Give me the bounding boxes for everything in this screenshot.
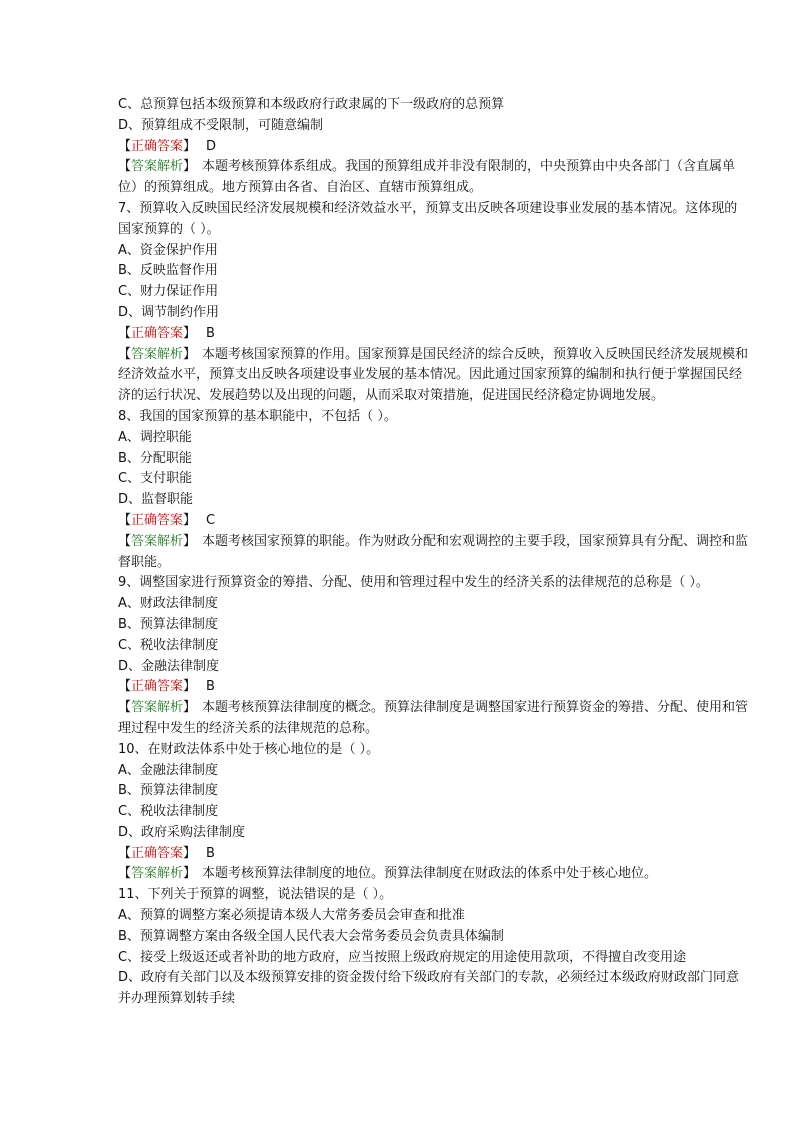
bracket-close: 】 [183,866,197,882]
answer-analysis-label [118,159,196,174]
answer-analysis-text: 本题考核预算法律制度的概念。预算法律制度是调整国家进行预算资金的筹措、分配、使用和管理过程中发生的经济关系的法律规范的总称。 [118,700,749,736]
option-text: A、调控职能 [118,429,192,445]
answer-analysis-text: 本题考核预算法律制度的地位。预算法律制度在财政法的体系中处于核心地位。 [202,866,658,882]
answer-analysis-label [118,347,196,362]
bracket-open: 【 [118,845,132,861]
option-text: A、预算的调整方案必须提请本级人大常务委员会审查和批准 [118,908,465,924]
answer-analysis-line [118,157,750,199]
option-text: D、政府有关部门以及本级预算安排的资金拨付给下级政府有关部门的专款，必须经过本级政府财政部门同意并办理预算划转手续 [118,970,740,1007]
question-text: 7、预算收入反映国民经济发展规模和经济效益水平，预算支出反映各项建设事业发展的基本情况。这体现的国家预算的（ ）。 [118,200,738,237]
answer-label-text: 正确答案 [131,138,184,154]
answer-analysis-text: 本题考核国家预算的作用。国家预算是国民经济的综合反映，预算收入反映国民经济发展规模和经济效益水平，预算支出反映各项建设事业发展的基本情况。因此通过国家预算的编制和执行便于掌握国民经济的运行状况、发展趋势以及出现的问题，从而采取对策措施，促进国民经济稳定协调地发展。 [118,346,749,404]
correct-answer-line [118,677,750,698]
correct-answer-value: B [206,325,215,341]
option-text: A、金融法律制度 [118,762,218,778]
option-text: B、预算法律制度 [118,616,218,632]
analysis-label-text: 答案解析 [131,700,184,716]
answer-label-text: 正确答案 [131,325,184,341]
correct-answer-value: D [206,138,217,154]
bracket-open: 【 [118,325,132,341]
option-text: C、财力保证作用 [118,284,219,300]
correct-answer-label [118,846,196,861]
correct-answer-label [118,326,196,341]
bracket-open: 【 [118,679,132,695]
answer-analysis-line [118,532,750,574]
analysis-label-text: 答案解析 [131,159,184,175]
answer-label-text: 正确答案 [131,845,184,861]
option-text: B、反映监督作用 [118,263,218,279]
bracket-close: 】 [183,845,197,861]
option-text: C、税收法律制度 [118,804,219,820]
answer-analysis-label [118,866,196,881]
option-text: B、分配职能 [118,450,192,466]
question-text: 8、我国的国家预算的基本职能中，不包括（ ）。 [118,408,397,424]
bracket-open: 【 [118,512,132,528]
correct-answer-value: C [206,512,216,528]
answer-analysis-line [118,345,750,407]
answer-analysis-text: 本题考核预算体系组成。我国的预算组成并非没有限制的，中央预算由中央各部门（含直属单位）的预算组成。地方预算由各省、自治区、直辖市预算组成。 [118,159,736,196]
correct-answer-line [118,511,750,532]
option-text: D、调节制约作用 [118,304,220,320]
option-text: D、政府采购法律制度 [118,824,246,840]
option-text: C、税收法律制度 [118,637,219,653]
analysis-label-text: 答案解析 [131,866,184,882]
bracket-close: 】 [183,533,197,549]
correct-answer-line [118,844,750,865]
bracket-close: 】 [183,346,197,362]
question-text: 9、调整国家进行预算资金的筹措、分配、使用和管理过程中发生的经济关系的法律规范的总称是（ ）。 [118,575,709,591]
bracket-close: 】 [183,325,197,341]
correct-answer-label [118,679,196,694]
option-text: A、财政法律制度 [118,596,218,612]
answer-analysis-line [118,698,750,740]
answer-label-text: 正确答案 [131,679,184,695]
bracket-open: 【 [118,138,132,154]
correct-answer-line [118,137,750,158]
correct-answer-line [118,324,750,345]
bracket-close: 】 [183,512,197,528]
bracket-open: 【 [118,533,132,549]
analysis-label-text: 答案解析 [131,533,184,549]
option-text: D、金融法律制度 [118,658,220,674]
bracket-close: 】 [183,159,197,175]
option-text: B、预算调整方案由各级全国人民代表大会常务委员会负责具体编制 [118,928,504,944]
correct-answer-label [118,139,196,154]
bracket-close: 】 [183,700,197,716]
option-text: C、接受上级返还或者补助的地方政府，应当按照上级政府规定的用途使用款项，不得擅自改变用途 [118,949,687,965]
analysis-label-text: 答案解析 [131,346,184,362]
correct-answer-label [118,513,196,528]
correct-answer-value: B [206,679,215,695]
exam-content [118,95,750,1010]
answer-analysis-line [118,864,750,885]
option-text: A、资金保护作用 [118,242,218,258]
option-text: D、预算组成不受限制，可随意编制 [118,117,324,133]
bracket-open: 【 [118,700,132,716]
answer-analysis-text: 本题考核国家预算的职能。作为财政分配和宏观调控的主要手段，国家预算具有分配、调控和监督职能。 [118,533,749,570]
bracket-close: 】 [183,679,197,695]
answer-label-text: 正确答案 [131,512,184,528]
option-text: D、监督职能 [118,492,194,508]
bracket-open: 【 [118,866,132,882]
option-text: C、支付职能 [118,471,193,487]
correct-answer-value: B [206,845,215,861]
option-text: C、总预算包括本级预算和本级政府行政隶属的下一级政府的总预算 [118,97,505,112]
answer-analysis-label [118,534,196,549]
question-text: 11、下列关于预算的调整，说法错误的是（ ）。 [118,887,393,903]
bracket-close: 】 [183,138,197,154]
bracket-open: 【 [118,346,132,362]
option-text: B、预算法律制度 [118,783,218,799]
question-text: 10、在财政法体系中处于核心地位的是（ ）。 [118,741,380,757]
bracket-open: 【 [118,159,132,175]
answer-analysis-label [118,700,196,715]
